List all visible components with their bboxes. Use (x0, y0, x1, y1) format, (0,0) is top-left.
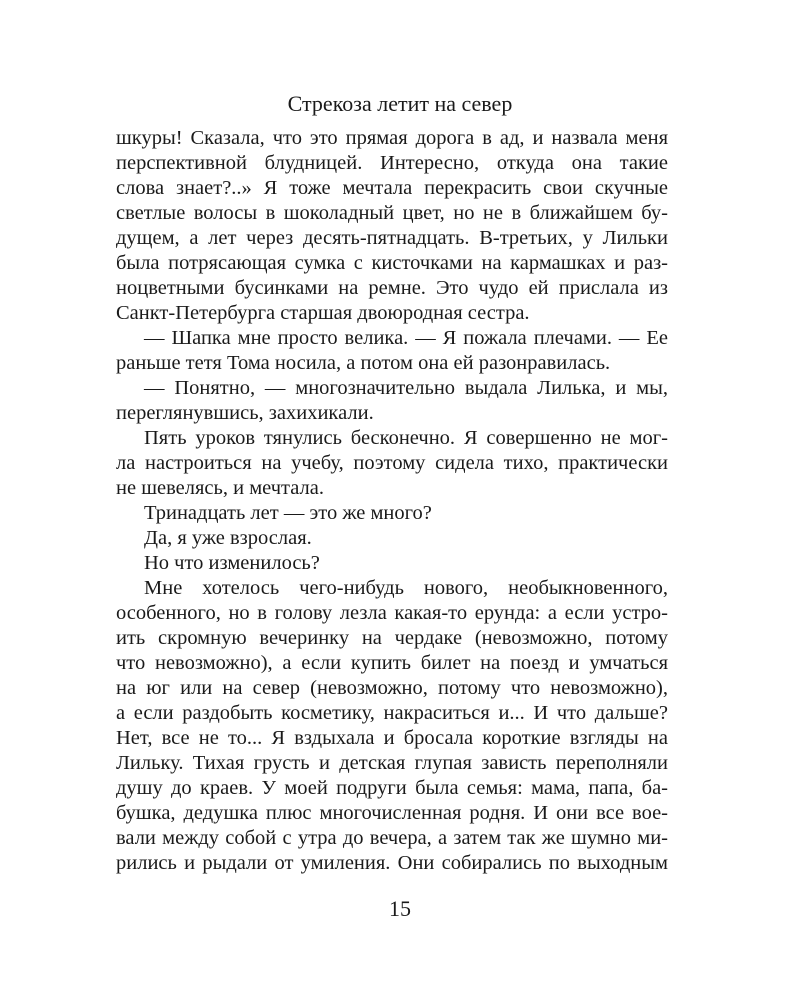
text-line: не шевелясь, и мечтала. (116, 477, 325, 499)
text-line: Лильку. Тихая грусть и детская глупая зависть переполняли (116, 752, 668, 774)
text-line: на юг или на север (невозможно, потому что невозможно), (116, 677, 668, 699)
text-line: душу до краев. У моей подруги была семья: мама, папа, ба- (116, 777, 668, 799)
running-head: Стрекоза летит на север (287, 91, 513, 116)
text-line: Но что изменилось? (144, 552, 320, 574)
text-line: бушка, дедушка плюс многочисленная родня. И они все вое- (116, 802, 668, 824)
text-line: перспективной блудницей. Интересно, откуда она такие (116, 152, 668, 174)
text-line: а если раздобыть косметику, накраситься и... И что дальше? (116, 702, 668, 724)
page-number: 15 (389, 896, 411, 921)
text-line: — Шапка мне просто велика. — Я пожала плечами. — Ее (144, 327, 668, 349)
text-line: раньше тетя Тома носила, а потом она ей разонравилась. (116, 352, 611, 374)
body-text (116, 126, 668, 876)
text-line: Мне хотелось чего-нибудь нового, необыкновенного, (144, 577, 668, 599)
text-line: особенного, но в голову лезла какая-то ерунда: а если устро- (116, 602, 668, 624)
text-line: дущем, а лет через десять-пятнадцать. В-третьих, у Лильки (116, 227, 668, 249)
text-line: — Понятно, — многозначительно выдала Лилька, и мы, (144, 377, 668, 399)
text-line: ноцветными бусинками на ремне. Это чудо ей прислала из (116, 277, 668, 299)
text-line: Да, я уже взрослая. (144, 527, 312, 549)
text-line: Пять уроков тянулись бесконечно. Я совершенно не мог- (144, 427, 668, 449)
text-line: Тринадцать лет — это же много? (144, 502, 432, 524)
text-line: Санкт-Петербурга старшая двоюродная сестра. (116, 302, 530, 324)
text-line: слова знает?..» Я тоже мечтала перекрасить свои скучные (116, 177, 668, 199)
text-line: рились и рыдали от умиления. Они собирались по выходным (116, 852, 668, 874)
text-line: шкуры! Сказала, что это прямая дорога в ад, и назвала меня (116, 127, 668, 149)
text-line: что невозможно), а если купить билет на поезд и умчаться (116, 652, 668, 674)
text-line: вали между собой с утра до вечера, а затем так же шумно ми- (116, 827, 668, 849)
text-line: была потрясающая сумка с кисточками на кармашках и раз- (116, 252, 668, 274)
text-line: ла настроиться на учебу, поэтому сидела тихо, практически (116, 452, 668, 474)
text-line: Нет, все не то... Я вздыхала и бросала короткие взгляды на (116, 727, 668, 749)
text-line: переглянувшись, захихикали. (116, 402, 374, 424)
text-line: ить скромную вечеринку на чердаке (невозможно, потому (116, 627, 668, 649)
text-line: светлые волосы в шоколадный цвет, но не в ближайшем бу- (116, 202, 668, 224)
